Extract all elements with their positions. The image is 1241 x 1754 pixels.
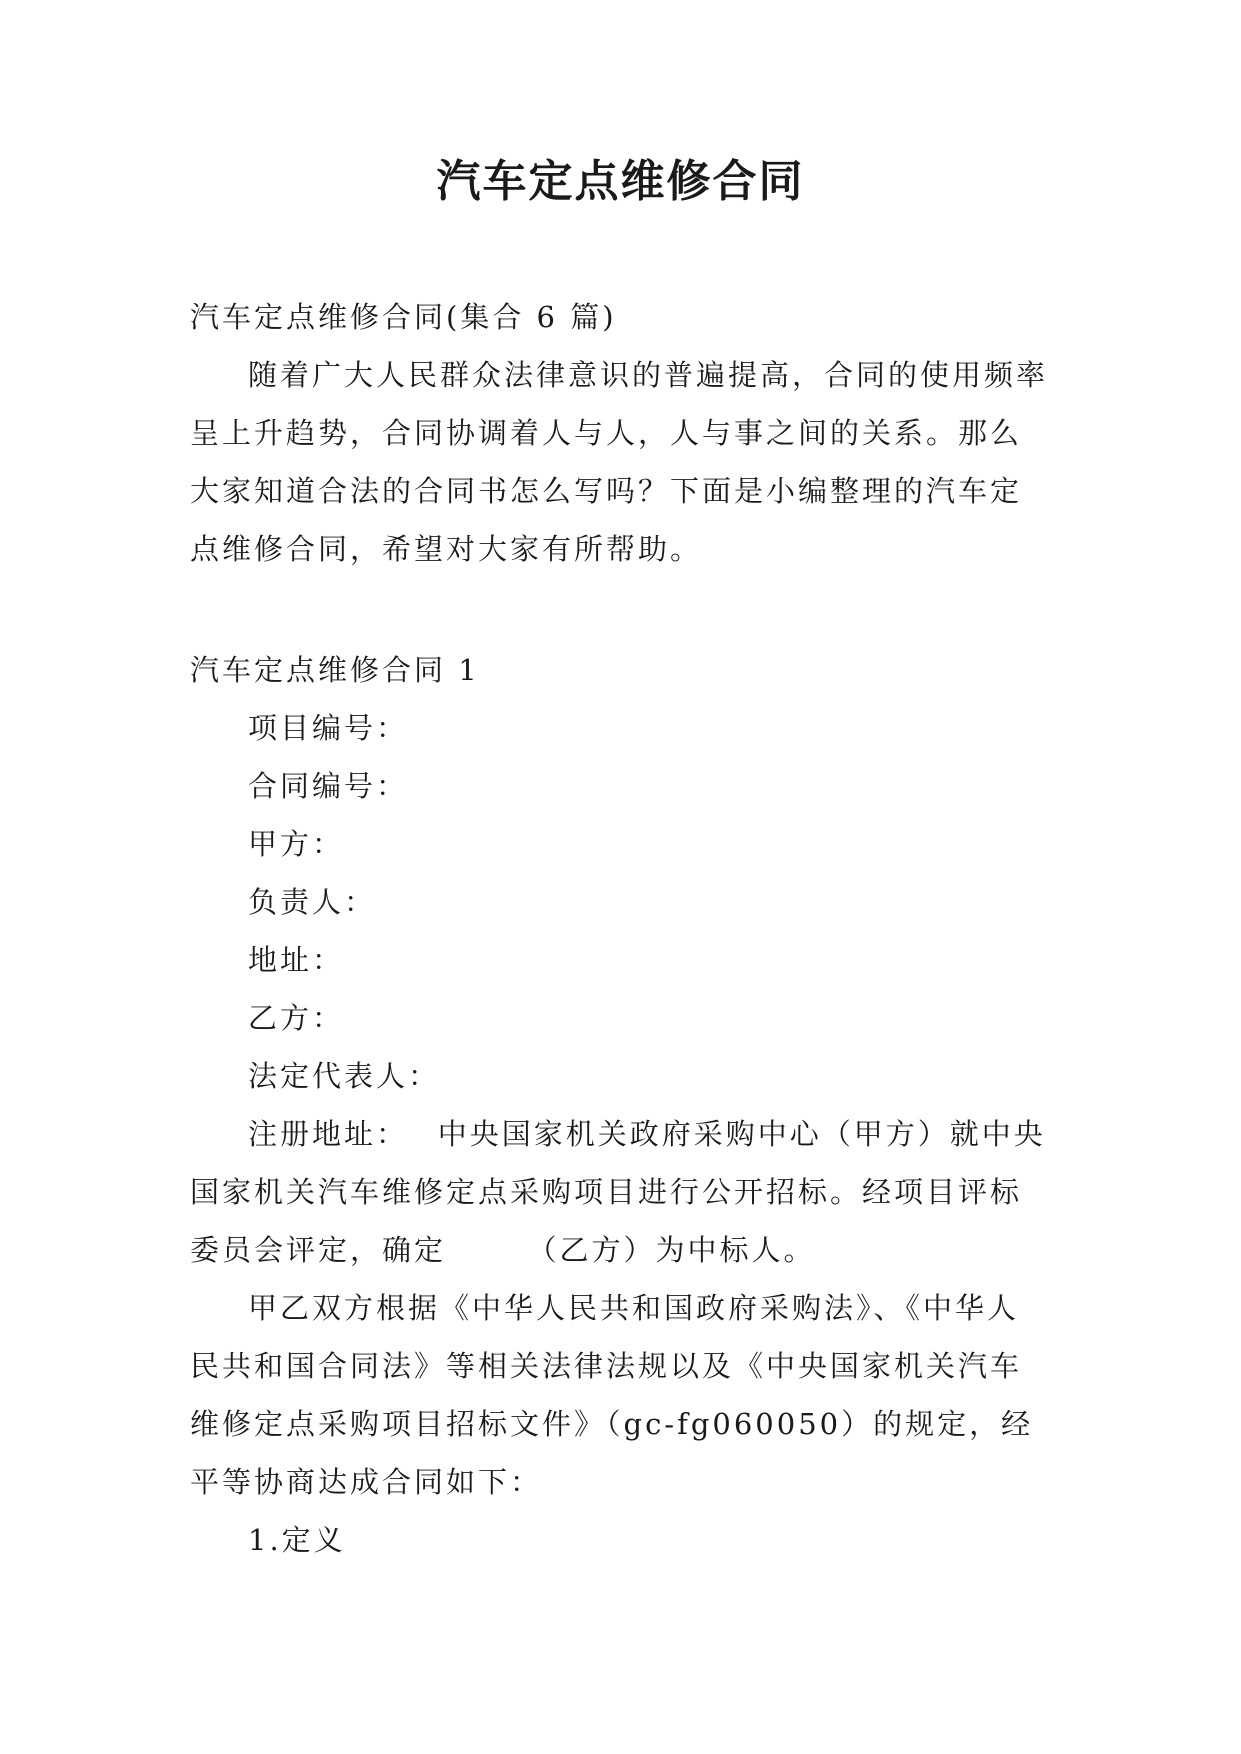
field-contract-no: 合同编号： xyxy=(248,769,409,803)
document-subtitle: 汽车定点维修合同(集合 6 篇) xyxy=(190,300,617,334)
field-legal-rep: 法定代表人： xyxy=(248,1059,441,1093)
field-person-in-charge: 负责人： xyxy=(248,885,377,919)
document-title: 汽车定点维修合同 xyxy=(436,156,805,207)
registered-address-paragraph: 注册地址： 中央国家机关政府采购中心（甲方）就中央国家机关汽车维修定点采购项目进行公开招标。经项目评标委员会评定，确定 （乙方）为中标人。 xyxy=(190,1117,1046,1267)
intro-section xyxy=(190,288,1050,578)
field-party-b: 乙方： xyxy=(248,1001,345,1035)
contract-1-section xyxy=(190,641,1050,1569)
field-project-no: 项目编号： xyxy=(248,711,409,745)
clause-1-heading: 1.定义 xyxy=(248,1523,346,1557)
section-heading: 汽车定点维修合同 1 xyxy=(190,653,480,687)
field-party-a: 甲方： xyxy=(248,827,345,861)
field-address: 地址： xyxy=(248,943,345,977)
legal-basis-paragraph: 甲乙双方根据《中华人民共和国政府采购法》、《中华人民共和国合同法》等相关法律法规以及《中央国家机关汽车维修定点采购项目招标文件》（gc-fg060050）的规定，经平等协商达成合同如下： xyxy=(190,1291,1034,1499)
intro-paragraph: 随着广大人民群众法律意识的普遍提高，合同的使用频率呈上升趋势，合同协调着人与人，人与事之间的关系。那么大家知道合法的合同书怎么写吗？下面是小编整理的汽车定点维修合同，希望对大家有所帮助。 xyxy=(190,358,1049,566)
